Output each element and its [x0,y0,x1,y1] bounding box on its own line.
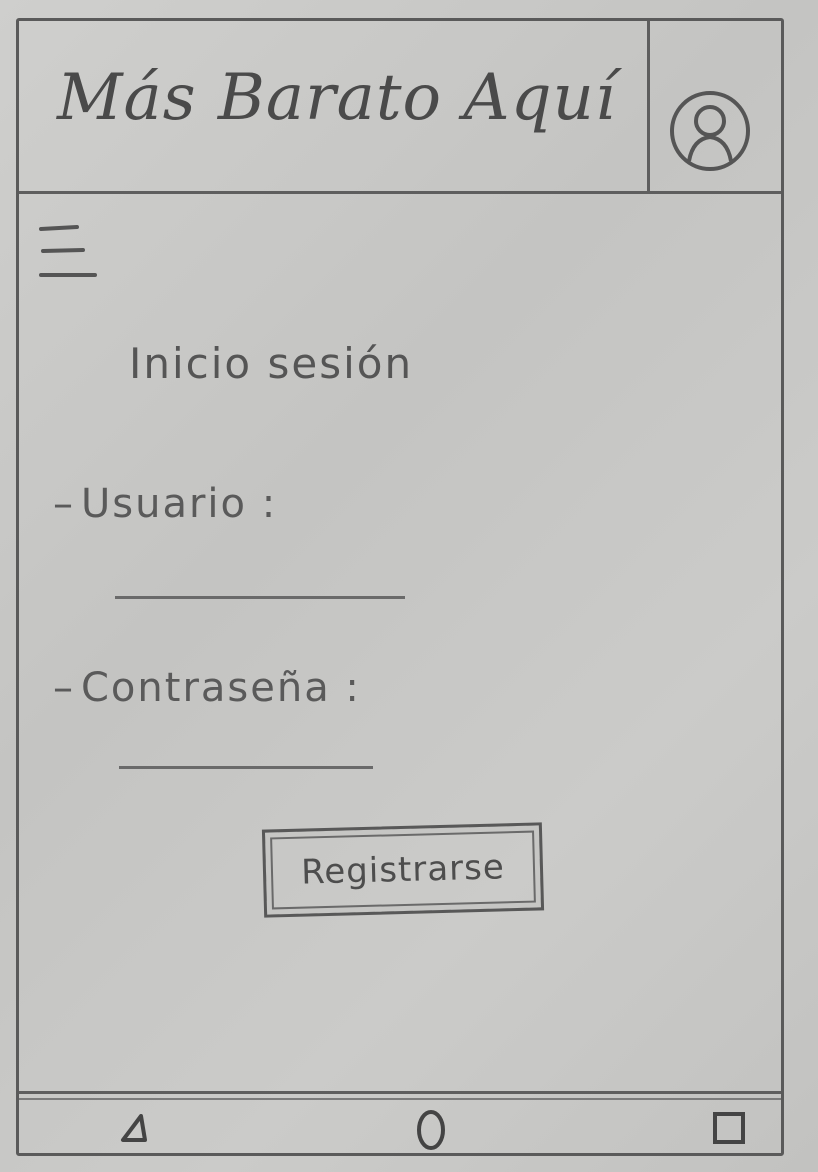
bullet-dash: – [53,481,75,527]
recent-apps-icon[interactable] [709,1108,749,1148]
username-label-text: Usuario : [81,481,278,527]
password-input[interactable] [119,766,373,769]
home-icon[interactable] [411,1108,451,1148]
phone-frame [16,18,784,1156]
login-heading: Inicio sesión [129,339,414,388]
app-title: Más Barato Aquí [57,61,617,135]
bullet-dash: – [53,665,75,711]
username-label [53,481,277,527]
register-button[interactable]: Registrarse [262,822,544,917]
hamburger-menu-icon[interactable] [39,221,97,281]
user-profile-icon[interactable] [667,81,753,181]
password-label [53,665,361,711]
android-navbar [19,1091,781,1156]
back-icon[interactable] [115,1108,155,1148]
username-input[interactable] [115,596,405,599]
password-label-text: Contraseña : [81,665,361,711]
header-divider [647,21,650,191]
app-header [19,21,781,194]
